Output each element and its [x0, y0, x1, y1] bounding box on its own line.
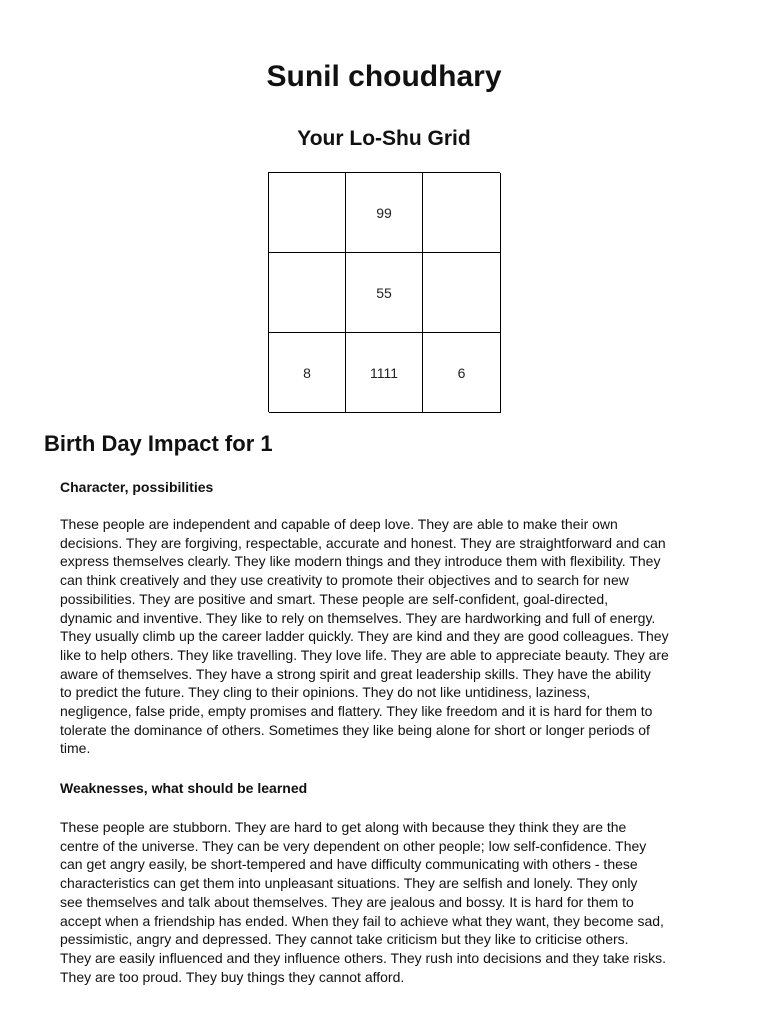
- paragraph-line: These people are independent and capable of deep love. They are able to make their own: [60, 516, 618, 532]
- lo-shu-grid-heading: Your Lo-Shu Grid: [297, 127, 471, 150]
- paragraph-line: accept when a friendship has ended. When they fail to achieve what they want, they become sad,: [60, 912, 664, 929]
- person-name-title: Sunil choudhary: [266, 60, 502, 93]
- paragraph-line: negligence, false pride, empty promises and flattery. They like freedom and it is hard for them to: [60, 703, 653, 720]
- grid-cell-2: 99: [346, 173, 423, 253]
- paragraph-line: They are too proud. They buy things they cannot afford.: [60, 968, 405, 985]
- paragraph-line: like to help others. They like travelling. They love life. They are able to appreciate beauty. They are: [60, 646, 669, 663]
- paragraph-line: tolerate the dominance of others. Sometimes they like being alone for short or longer periods of: [60, 721, 650, 738]
- paragraph-line: These people are stubborn. They are hard to get along with because they think they are the: [60, 819, 627, 835]
- paragraph-line: They usually climb up the career ladder quickly. They are kind and they are good colleagues. They: [60, 628, 669, 645]
- grid-cell-6: [423, 253, 501, 333]
- character-subheading: Character, possibilities: [60, 479, 214, 495]
- grid-cell-9: 6: [423, 333, 501, 413]
- paragraph-line: can think creatively and they use creativity to promote their objectives and to search for new: [60, 572, 629, 589]
- character-paragraph: [60, 515, 712, 758]
- paragraph-line: centre of the universe. They can be very dependent on other people; low self-confidence. They: [60, 837, 647, 854]
- grid-cell-4: [269, 253, 346, 333]
- paragraph-line: time.: [60, 740, 91, 757]
- grid-cell-5: 55: [346, 253, 423, 333]
- birth-day-impact-heading: Birth Day Impact for 1: [44, 431, 273, 456]
- weaknesses-paragraph: [60, 818, 712, 986]
- grid-cell-3: [423, 173, 501, 253]
- paragraph-line: decisions. They are forgiving, respectable, accurate and honest. They are straightforward and can: [60, 534, 666, 551]
- paragraph-line: can get angry easily, be short-tempered and have difficulty communicating with others - these: [60, 856, 638, 873]
- grid-cell-8: 1111: [346, 333, 423, 413]
- lo-shu-grid: [268, 172, 500, 412]
- paragraph-line: characteristics can get them into unpleasant situations. They are selfish and lonely. They only: [60, 875, 638, 892]
- paragraph-line: They are easily influenced and they influence others. They rush into decisions and they take risks.: [60, 949, 666, 966]
- grid-cell-7: 8: [269, 333, 346, 413]
- paragraph-line: express themselves clearly. They like modern things and they introduce them with flexibility. They: [60, 553, 661, 570]
- paragraph-line: dynamic and inventive. They like to rely on themselves. They are hardworking and full of energy.: [60, 609, 656, 626]
- grid-cell-1: [269, 173, 346, 253]
- paragraph-line: to predict the future. They cling to their opinions. They do not like untidiness, laziness,: [60, 684, 591, 701]
- paragraph-line: possibilities. They are positive and smart. These people are self-confident, goal-directed,: [60, 590, 609, 607]
- weaknesses-subheading: Weaknesses, what should be learned: [60, 780, 308, 796]
- paragraph-line: aware of themselves. They have a strong spirit and great leadership skills. They have the ability: [60, 665, 651, 682]
- paragraph-line: see themselves and talk about themselves. They are jealous and bossy. It is hard for them to: [60, 893, 634, 910]
- paragraph-line: pessimistic, angry and depressed. They cannot take criticism but they like to criticise others.: [60, 931, 629, 948]
